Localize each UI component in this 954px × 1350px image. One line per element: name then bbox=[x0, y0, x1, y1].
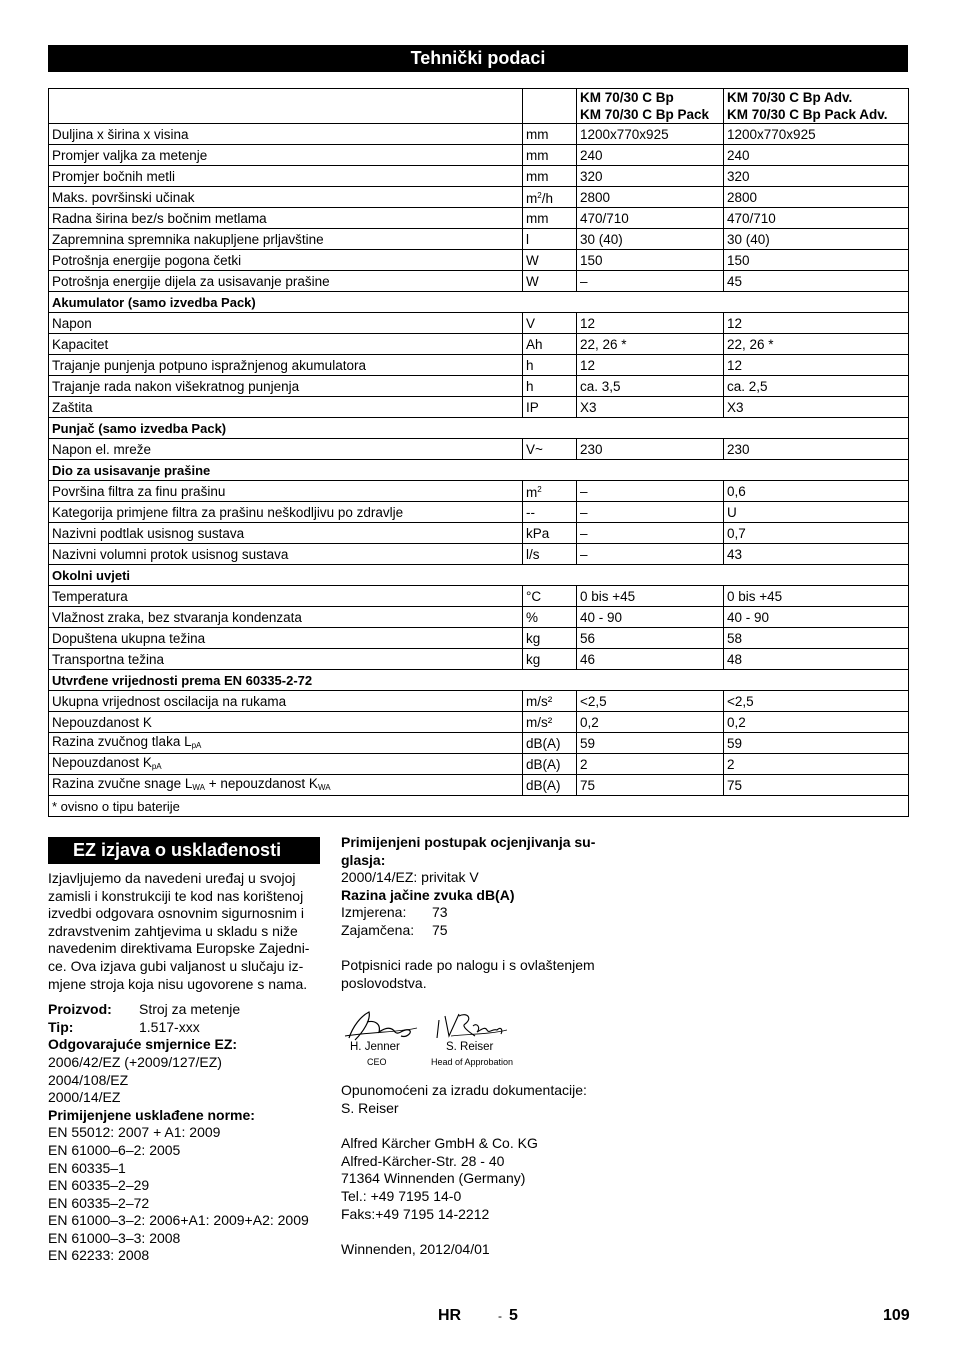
row-value-model1: 1200x770x925 bbox=[577, 124, 724, 145]
row-value-model2: 45 bbox=[724, 271, 909, 292]
sound-label: Razina jačine zvuka dB(A) bbox=[341, 886, 515, 903]
row-label: Kapacitet bbox=[49, 334, 523, 355]
row-value-model2: 22, 26 * bbox=[724, 334, 909, 355]
footer-page-number: 109 bbox=[883, 1307, 910, 1324]
model-name-line: KM 70/30 C Bp Pack Adv. bbox=[727, 107, 888, 122]
row-value-model1: 2 bbox=[577, 754, 724, 775]
row-label: Dopuštena ukupna težina bbox=[49, 628, 523, 649]
row-value-model1: – bbox=[577, 502, 724, 523]
table-row bbox=[49, 691, 909, 712]
row-unit: W bbox=[523, 271, 577, 292]
address-line: Faks:+49 7195 14-2212 bbox=[341, 1205, 490, 1222]
row-label: Zaštita bbox=[49, 397, 523, 418]
row-value-model2: 2800 bbox=[724, 187, 909, 208]
row-value-model1: 40 - 90 bbox=[577, 607, 724, 628]
procedure-value: 2000/14/EZ: privitak V bbox=[341, 869, 479, 886]
header-unit-cell bbox=[523, 89, 577, 124]
row-label: Duljina x širina x visina bbox=[49, 124, 523, 145]
row-value-model2: X3 bbox=[724, 397, 909, 418]
row-value-model1: 2800 bbox=[577, 187, 724, 208]
table-row bbox=[49, 775, 909, 796]
row-value-model1: ca. 3,5 bbox=[577, 376, 724, 397]
row-value-model2: 48 bbox=[724, 649, 909, 670]
row-unit: $m^2/h$ bbox=[523, 187, 577, 208]
table-row bbox=[49, 397, 909, 418]
directives-label: Odgovarajuće smjernice EZ: bbox=[48, 1036, 238, 1053]
row-value-model1: 75 bbox=[577, 775, 724, 796]
row-unit: kg bbox=[523, 628, 577, 649]
footnote-row bbox=[49, 796, 909, 817]
row-label: Nepouzdanost $K_{pA}$ bbox=[49, 754, 523, 775]
norm-item: EN 61000–3–2: 2006+A1: 2009+A2: 2009 bbox=[48, 1212, 309, 1229]
row-label: Promjer bočnih metli bbox=[49, 166, 523, 187]
address-line: 71364 Winnenden (Germany) bbox=[341, 1170, 526, 1187]
guaranteed-value: 75 bbox=[432, 921, 448, 938]
section-row bbox=[49, 670, 909, 691]
type-line bbox=[48, 1019, 323, 1037]
table-row bbox=[49, 187, 909, 208]
section-row bbox=[49, 460, 909, 481]
table-row bbox=[49, 544, 909, 565]
row-value-model1: 46 bbox=[577, 649, 724, 670]
row-value-model2: ca. 2,5 bbox=[724, 376, 909, 397]
row-value-model1: – bbox=[577, 481, 724, 502]
table-row bbox=[49, 334, 909, 355]
row-value-model2: 0 bis +45 bbox=[724, 586, 909, 607]
doc-label: Opunomoćeni za izradu dokumentacije: bbox=[341, 1082, 587, 1099]
row-value-model2: 1200x770x925 bbox=[724, 124, 909, 145]
header-empty-cell bbox=[49, 89, 523, 124]
row-unit: dB(A) bbox=[523, 775, 577, 796]
row-value-model2: 12 bbox=[724, 313, 909, 334]
footnote: * ovisno o tipu baterije bbox=[49, 796, 909, 817]
norm-item: EN 60335–2–29 bbox=[48, 1177, 150, 1194]
row-label: Radna širina bez/s bočnim metlama bbox=[49, 208, 523, 229]
row-unit: $m^2$ bbox=[523, 481, 577, 502]
row-value-model2: 59 bbox=[724, 733, 909, 754]
procedure-label-1: Primijenjeni postupak ocjenjivanja su- bbox=[341, 834, 596, 850]
table-row bbox=[49, 649, 909, 670]
table-row bbox=[49, 481, 909, 502]
ez-left-column bbox=[48, 870, 323, 1265]
row-label: Potrošnja energije pogona četki bbox=[49, 250, 523, 271]
norm-item: EN 61000–6–2: 2005 bbox=[48, 1141, 181, 1158]
row-unit: -- bbox=[523, 502, 577, 523]
company-address bbox=[341, 1135, 621, 1223]
row-unit: dB(A) bbox=[523, 754, 577, 775]
ez-section-title: EZ izjava o usklađenosti bbox=[48, 837, 320, 864]
row-label: Maks. površinski učinak bbox=[49, 187, 523, 208]
intro-line: navedenim direktivama Europske Zajedni- bbox=[48, 940, 310, 957]
row-value-model1: – bbox=[577, 271, 724, 292]
row-value-model2: 43 bbox=[724, 544, 909, 565]
row-value-model1: 230 bbox=[577, 439, 724, 460]
page-title: Tehnički podaci bbox=[48, 45, 908, 72]
row-value-model1: 320 bbox=[577, 166, 724, 187]
section-heading: Dio za usisavanje prašine bbox=[49, 460, 909, 481]
norm-item: EN 62233: 2008 bbox=[48, 1247, 150, 1264]
table-row bbox=[49, 145, 909, 166]
intro-line: izvedbi odgovara osnovnim sigurnosnim i bbox=[48, 905, 305, 922]
norm-item: EN 61000–3–3: 2008 bbox=[48, 1229, 181, 1246]
row-value-model1: 240 bbox=[577, 145, 724, 166]
row-label: Promjer valjka za metenje bbox=[49, 145, 523, 166]
row-unit: IP bbox=[523, 397, 577, 418]
row-label: Napon el. mreže bbox=[49, 439, 523, 460]
row-unit: V bbox=[523, 313, 577, 334]
table-row bbox=[49, 376, 909, 397]
norms-list bbox=[48, 1124, 323, 1265]
place-date: Winnenden, 2012/04/01 bbox=[341, 1240, 490, 1257]
section-row bbox=[49, 565, 909, 586]
row-unit: mm bbox=[523, 124, 577, 145]
row-unit: kg bbox=[523, 649, 577, 670]
row-label: Nepouzdanost K bbox=[49, 712, 523, 733]
signer1-name: H. Jenner bbox=[350, 1041, 400, 1054]
norm-item: EN 60335–1 bbox=[48, 1159, 126, 1176]
row-unit: h bbox=[523, 376, 577, 397]
row-value-model1: 22, 26 * bbox=[577, 334, 724, 355]
row-value-model1: 470/710 bbox=[577, 208, 724, 229]
directive-item: 2000/14/EZ bbox=[48, 1089, 121, 1106]
table-row bbox=[49, 628, 909, 649]
row-value-model2: 320 bbox=[724, 166, 909, 187]
row-value-model2: 75 bbox=[724, 775, 909, 796]
table-row bbox=[49, 271, 909, 292]
row-value-model2: 0,7 bbox=[724, 523, 909, 544]
row-unit: kPa bbox=[523, 523, 577, 544]
row-label: Kategorija primjene filtra za prašinu neškodljivu po zdravlje bbox=[49, 502, 523, 523]
table-header-row bbox=[49, 89, 909, 124]
row-label: Nazivni podtlak usisnog sustava bbox=[49, 523, 523, 544]
row-unit: Ah bbox=[523, 334, 577, 355]
row-unit: °C bbox=[523, 586, 577, 607]
guaranteed-label: Zajamčena: bbox=[341, 921, 415, 938]
section-heading: Punjač (samo izvedba Pack) bbox=[49, 418, 909, 439]
row-value-model1: 0 bis +45 bbox=[577, 586, 724, 607]
model-header-1 bbox=[577, 89, 724, 124]
table-row bbox=[49, 712, 909, 733]
row-unit: m/s² bbox=[523, 691, 577, 712]
row-label: Razina zvučnog tlaka $L_{pA}$ bbox=[49, 733, 523, 754]
address-line: Alfred-Kärcher-Str. 28 - 40 bbox=[341, 1152, 505, 1169]
row-unit: dB(A) bbox=[523, 733, 577, 754]
row-value-model1: 30 (40) bbox=[577, 229, 724, 250]
guaranteed-line bbox=[341, 922, 621, 940]
table-row bbox=[49, 607, 909, 628]
row-value-model1: – bbox=[577, 523, 724, 544]
row-unit: m/s² bbox=[523, 712, 577, 733]
type-value: 1.517-xxx bbox=[139, 1018, 200, 1035]
intro-line: zdravstvenim zahtjevima u skladu s niže bbox=[48, 922, 298, 939]
table-row bbox=[49, 166, 909, 187]
product-line bbox=[48, 1001, 323, 1019]
row-value-model1: 59 bbox=[577, 733, 724, 754]
footer-dash: - bbox=[498, 1309, 502, 1323]
signers-note bbox=[341, 957, 621, 992]
model-name-line: KM 70/30 C Bp Pack bbox=[580, 107, 710, 122]
row-value-model2: 58 bbox=[724, 628, 909, 649]
row-unit: h bbox=[523, 355, 577, 376]
doc-value: S. Reiser bbox=[341, 1099, 399, 1116]
table-row bbox=[49, 523, 909, 544]
footer-language: HR bbox=[438, 1307, 462, 1324]
section-heading: Okolni uvjeti bbox=[49, 565, 909, 586]
row-value-model2: 2 bbox=[724, 754, 909, 775]
row-value-model1: 150 bbox=[577, 250, 724, 271]
model-name-line: KM 70/30 C Bp Adv. bbox=[727, 90, 853, 105]
product-value: Stroj za metenje bbox=[139, 1001, 241, 1018]
row-value-model2: U bbox=[724, 502, 909, 523]
table-row bbox=[49, 208, 909, 229]
row-value-model1: 12 bbox=[577, 313, 724, 334]
row-value-model2: 12 bbox=[724, 355, 909, 376]
table-body bbox=[49, 89, 909, 817]
technical-data-table bbox=[48, 88, 909, 817]
norms-label: Primijenjene usklađene norme: bbox=[48, 1106, 255, 1123]
signer1-role: CEO bbox=[367, 1057, 387, 1068]
procedure-label-2: glasja: bbox=[341, 851, 386, 868]
table-row bbox=[49, 502, 909, 523]
table-row bbox=[49, 124, 909, 145]
row-label: Ukupna vrijednost oscilacija na rukama bbox=[49, 691, 523, 712]
signature-block bbox=[341, 1006, 621, 1080]
table-row bbox=[49, 439, 909, 460]
table-row bbox=[49, 733, 909, 754]
directives-list bbox=[48, 1054, 323, 1107]
row-unit: mm bbox=[523, 145, 577, 166]
product-label: Proizvod: bbox=[48, 1001, 112, 1018]
directive-item: 2004/108/EZ bbox=[48, 1071, 129, 1088]
row-label: Napon bbox=[49, 313, 523, 334]
table-row bbox=[49, 313, 909, 334]
row-value-model2: <2,5 bbox=[724, 691, 909, 712]
row-unit: mm bbox=[523, 208, 577, 229]
row-value-model2: 0,2 bbox=[724, 712, 909, 733]
measured-value: 73 bbox=[432, 904, 448, 921]
section-heading: Utvrđene vrijednosti prema EN 60335-2-72 bbox=[49, 670, 909, 691]
row-unit: l/s bbox=[523, 544, 577, 565]
table-row bbox=[49, 355, 909, 376]
row-value-model2: 230 bbox=[724, 439, 909, 460]
row-label: Površina filtra za finu prašinu bbox=[49, 481, 523, 502]
row-value-model1: 12 bbox=[577, 355, 724, 376]
ez-intro bbox=[48, 870, 323, 993]
table-row bbox=[49, 250, 909, 271]
row-label: Potrošnja energije dijela za usisavanje prašine bbox=[49, 271, 523, 292]
row-value-model1: – bbox=[577, 544, 724, 565]
table-row bbox=[49, 229, 909, 250]
row-value-model2: 30 (40) bbox=[724, 229, 909, 250]
model-header-2 bbox=[724, 89, 909, 124]
row-unit: V~ bbox=[523, 439, 577, 460]
row-label: Razina zvučne snage $L_{WA}$ + nepouzdanost $K_{WA}$ bbox=[49, 775, 523, 796]
row-label: Vlažnost zraka, bez stvaranja kondenzata bbox=[49, 607, 523, 628]
row-unit: mm bbox=[523, 166, 577, 187]
row-label: Transportna težina bbox=[49, 649, 523, 670]
signers-note-line: poslovodstva. bbox=[341, 974, 427, 991]
intro-line: mjene stroja koja nisu ugovorene s nama. bbox=[48, 975, 308, 992]
row-value-model1: 0,2 bbox=[577, 712, 724, 733]
row-label: Trajanje rada nakon višekratnog punjenja bbox=[49, 376, 523, 397]
section-row bbox=[49, 292, 909, 313]
row-label: Zapremnina spremnika nakupljene prljavštine bbox=[49, 229, 523, 250]
ez-right-column bbox=[341, 834, 621, 1258]
row-unit: % bbox=[523, 607, 577, 628]
row-unit: W bbox=[523, 250, 577, 271]
model-name-line: KM 70/30 C Bp bbox=[580, 90, 674, 105]
table-row bbox=[49, 586, 909, 607]
section-heading: Akumulator (samo izvedba Pack) bbox=[49, 292, 909, 313]
address-line: Tel.: +49 7195 14-0 bbox=[341, 1187, 462, 1204]
norm-item: EN 60335–2–72 bbox=[48, 1194, 150, 1211]
row-label: Nazivni volumni protok usisnog sustava bbox=[49, 544, 523, 565]
intro-line: ce. Ova izjava gubi valjanost u slučaju iz- bbox=[48, 957, 304, 974]
row-label: Trajanje punjenja potpuno ispražnjenog akumulatora bbox=[49, 355, 523, 376]
row-value-model2: 240 bbox=[724, 145, 909, 166]
signer2-role: Head of Approbation bbox=[431, 1057, 514, 1068]
section-row bbox=[49, 418, 909, 439]
row-value-model1: <2,5 bbox=[577, 691, 724, 712]
address-line: Alfred Kärcher GmbH & Co. KG bbox=[341, 1135, 538, 1152]
row-value-model1: X3 bbox=[577, 397, 724, 418]
type-label: Tip: bbox=[48, 1018, 74, 1035]
table-row bbox=[49, 754, 909, 775]
measured-label: Izmjerena: bbox=[341, 904, 407, 921]
row-value-model2: 0,6 bbox=[724, 481, 909, 502]
norm-item: EN 55012: 2007 + A1: 2009 bbox=[48, 1124, 221, 1141]
row-value-model2: 40 - 90 bbox=[724, 607, 909, 628]
directive-item: 2006/42/EZ (+2009/127/EZ) bbox=[48, 1053, 222, 1070]
intro-line: zamisli i konstrukciji te kod nas korištenoj bbox=[48, 887, 304, 904]
row-value-model2: 470/710 bbox=[724, 208, 909, 229]
row-unit: l bbox=[523, 229, 577, 250]
signer2-name: S. Reiser bbox=[446, 1041, 494, 1054]
signers-note-line: Potpisnici rade po nalogu i s ovlaštenjem bbox=[341, 957, 595, 974]
row-value-model1: 56 bbox=[577, 628, 724, 649]
row-value-model2: 150 bbox=[724, 250, 909, 271]
intro-line: Izjavljujemo da navedeni uređaj u svojoj bbox=[48, 870, 296, 886]
measured-line bbox=[341, 904, 621, 922]
row-label: Temperatura bbox=[49, 586, 523, 607]
footer-section-page: 5 bbox=[509, 1307, 518, 1324]
